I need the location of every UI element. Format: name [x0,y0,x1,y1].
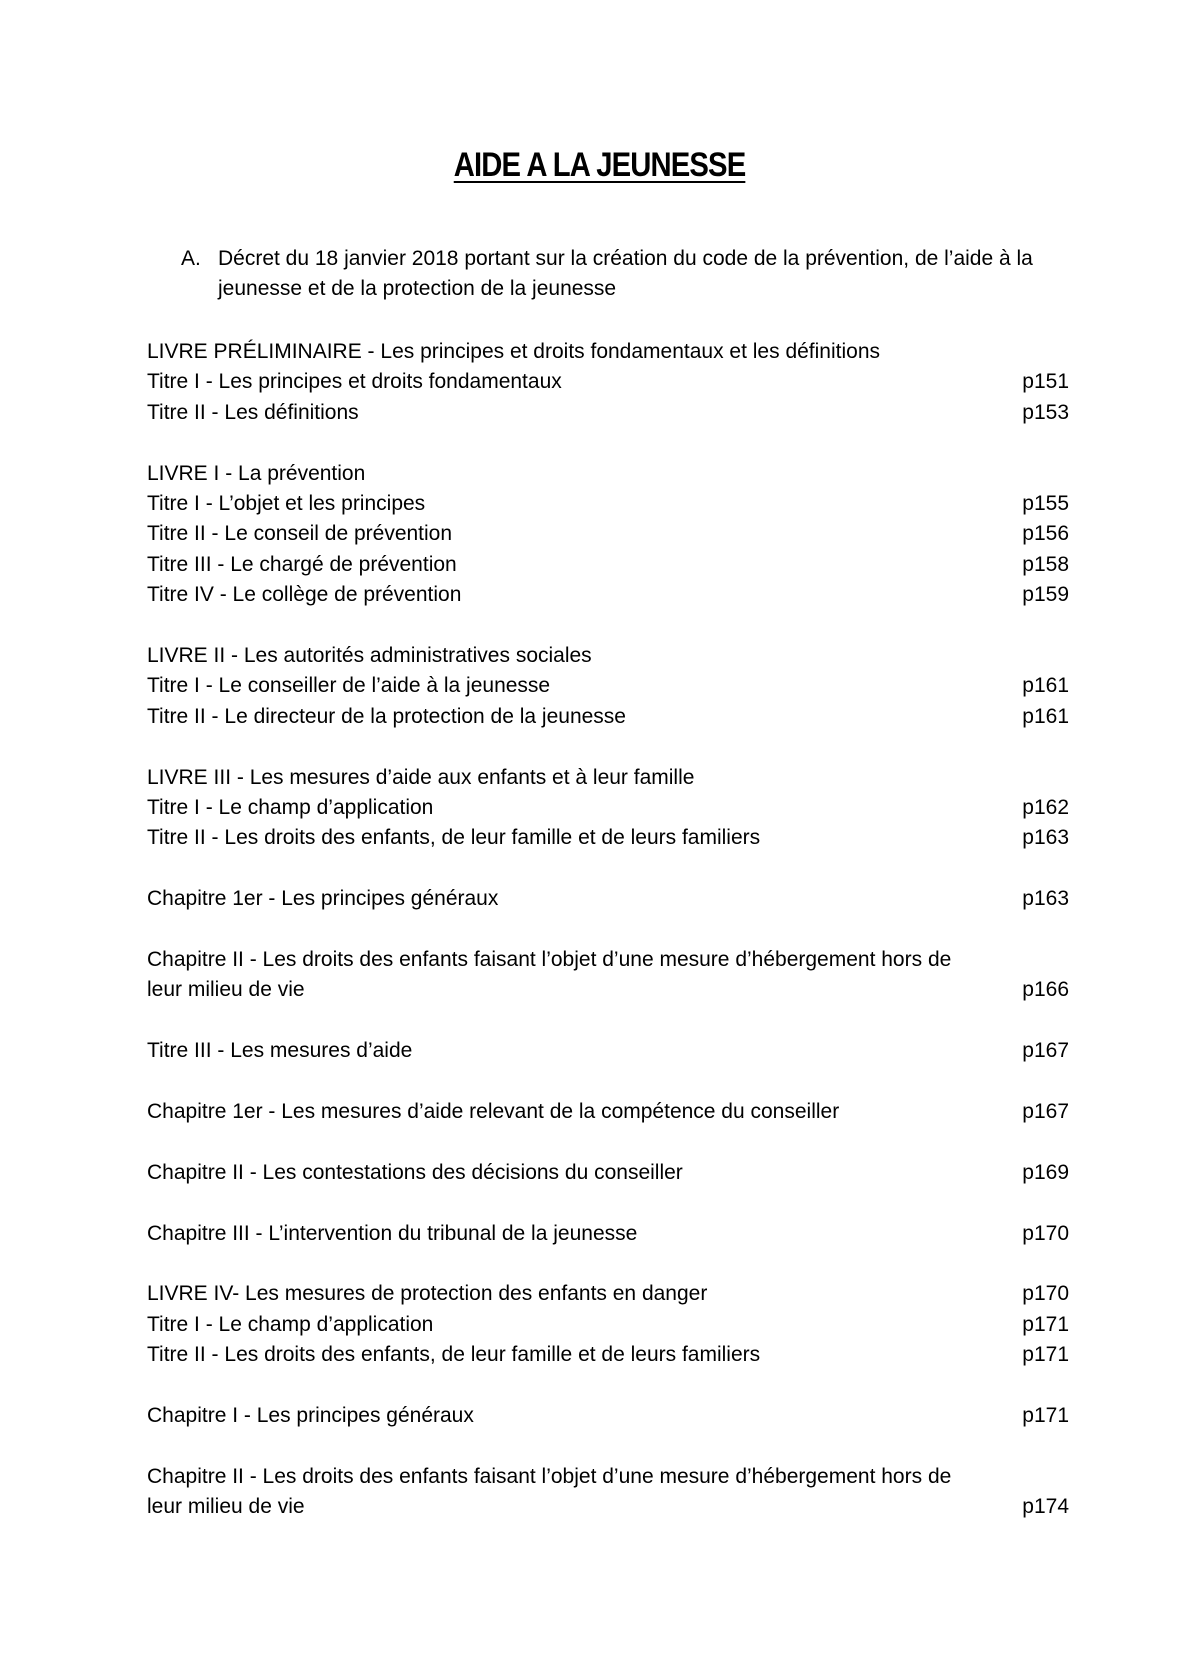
toc-spacer [147,428,1069,458]
toc-entry [147,1219,1069,1249]
toc-entry-label: Titre III - Le chargé de prévention [147,552,457,576]
document-title [0,146,1200,185]
toc-entry-page-number: p151 [1022,370,1069,394]
toc-entry-label: LIVRE II - Les autorités administratives sociales [147,644,592,668]
toc-entry [147,1401,1069,1431]
toc-spacer [147,1067,1069,1097]
toc-spacer [147,611,1069,641]
toc-entry-label: Chapitre II - Les droits des enfants faisant l’objet d’une mesure d’hébergement hors de [147,948,952,972]
toc-spacer [147,1431,1069,1461]
toc-entry [147,489,1069,519]
toc-entry-label: Titre I - Les principes et droits fondamentaux [147,370,562,394]
toc-entry-label: LIVRE III - Les mesures d’aide aux enfants et à leur famille [147,765,695,789]
toc-entry [147,398,1069,428]
toc-spacer [147,915,1069,945]
toc-entry-page-number: p156 [1022,522,1069,546]
toc-entry-page-number: p163 [1022,887,1069,911]
toc-entry [147,641,1069,671]
document-title-text: AIDE A LA JEUNESSE [454,146,746,184]
toc-entry-label: Titre I - L’objet et les principes [147,492,426,516]
toc-entry-page-number: p159 [1022,583,1069,607]
toc-spacer [147,854,1069,884]
toc-entry-page-number: p161 [1022,674,1069,698]
toc-entry [147,580,1069,610]
toc-entry-label: Chapitre 1er - Les mesures d’aide relevant de la compétence du conseiller [147,1100,840,1124]
intro-text: Décret du 18 janvier 2018 portant sur la création du code de la prévention, de l’aide à la jeunesse et de la protection de la jeunesse [218,247,1033,300]
toc-entry [147,702,1069,732]
toc-entry-label: Chapitre I - Les principes généraux [147,1404,474,1428]
toc-entry-page-number: p169 [1022,1160,1069,1184]
toc-entry-page-number: p170 [1022,1282,1069,1306]
toc-entry-label: leur milieu de vie [147,978,305,1002]
toc-entry-label: Titre II - Le conseil de prévention [147,522,453,546]
toc-spacer [147,732,1069,762]
toc-entry [147,459,1069,489]
toc-entry [147,1462,1069,1492]
toc-entry [147,793,1069,823]
toc-entry-label: Chapitre 1er - Les principes généraux [147,887,499,911]
toc-entry [147,1097,1069,1127]
toc-entry [147,884,1069,914]
toc-entry [147,763,1069,793]
toc-spacer [147,1249,1069,1279]
toc-entry-label: Titre III - Les mesures d’aide [147,1039,413,1063]
toc-entry-label: Titre I - Le champ d’application [147,1312,434,1336]
intro-marker: A. [181,247,201,270]
toc-entry [147,1340,1069,1370]
toc-entry-page-number: p167 [1022,1039,1069,1063]
toc-entry-label: leur milieu de vie [147,1495,305,1519]
toc-entry-page-number: p174 [1022,1495,1069,1519]
toc-entry-page-number: p161 [1022,704,1069,728]
toc-entry [147,550,1069,580]
toc-spacer [147,1127,1069,1157]
toc-entry [147,367,1069,397]
toc-entry [147,1036,1069,1066]
toc-spacer [147,1188,1069,1218]
toc-entry-label: Titre IV - Le collège de prévention [147,583,462,607]
toc-entry [147,1279,1069,1309]
toc-entry-label: Titre II - Les droits des enfants, de leur famille et de leurs familiers [147,826,761,850]
toc-entry [147,1492,1069,1522]
toc-entry [147,337,1069,367]
table-of-contents [147,337,1069,1523]
toc-entry-label: Titre II - Les droits des enfants, de leur famille et de leurs familiers [147,1343,761,1367]
toc-entry-page-number: p155 [1022,492,1069,516]
toc-entry [147,1158,1069,1188]
toc-entry-page-number: p166 [1022,978,1069,1002]
toc-entry-label: Titre I - Le champ d’application [147,796,434,820]
toc-entry [147,519,1069,549]
toc-entry [147,945,1069,975]
toc-entry [147,975,1069,1005]
toc-spacer [147,1006,1069,1036]
intro-item [181,244,1081,304]
toc-entry [147,671,1069,701]
toc-entry-page-number: p167 [1022,1100,1069,1124]
toc-entry-page-number: p171 [1022,1404,1069,1428]
toc-spacer [147,1371,1069,1401]
toc-entry [147,823,1069,853]
toc-entry-page-number: p171 [1022,1312,1069,1336]
toc-entry-label: Titre I - Le conseiller de l’aide à la jeunesse [147,674,551,698]
toc-entry-page-number: p158 [1022,552,1069,576]
toc-entry-page-number: p163 [1022,826,1069,850]
toc-entry-label: Chapitre II - Les droits des enfants faisant l’objet d’une mesure d’hébergement hors de [147,1464,952,1488]
toc-entry-page-number: p162 [1022,796,1069,820]
toc-entry-page-number: p170 [1022,1221,1069,1245]
toc-entry-page-number: p171 [1022,1343,1069,1367]
toc-entry-label: LIVRE IV- Les mesures de protection des enfants en danger [147,1282,708,1306]
toc-entry-label: Chapitre II - Les contestations des décisions du conseiller [147,1160,683,1184]
toc-entry-label: LIVRE PRÉLIMINAIRE - Les principes et droits fondamentaux et les définitions [147,340,881,363]
toc-entry-page-number: p153 [1022,400,1069,424]
toc-entry [147,1310,1069,1340]
toc-entry-label: Chapitre III - L’intervention du tribunal de la jeunesse [147,1221,638,1245]
toc-entry-label: LIVRE I - La prévention [147,461,366,485]
toc-entry-label: Titre II - Le directeur de la protection de la jeunesse [147,704,626,728]
toc-entry-label: Titre II - Les définitions [147,400,359,424]
